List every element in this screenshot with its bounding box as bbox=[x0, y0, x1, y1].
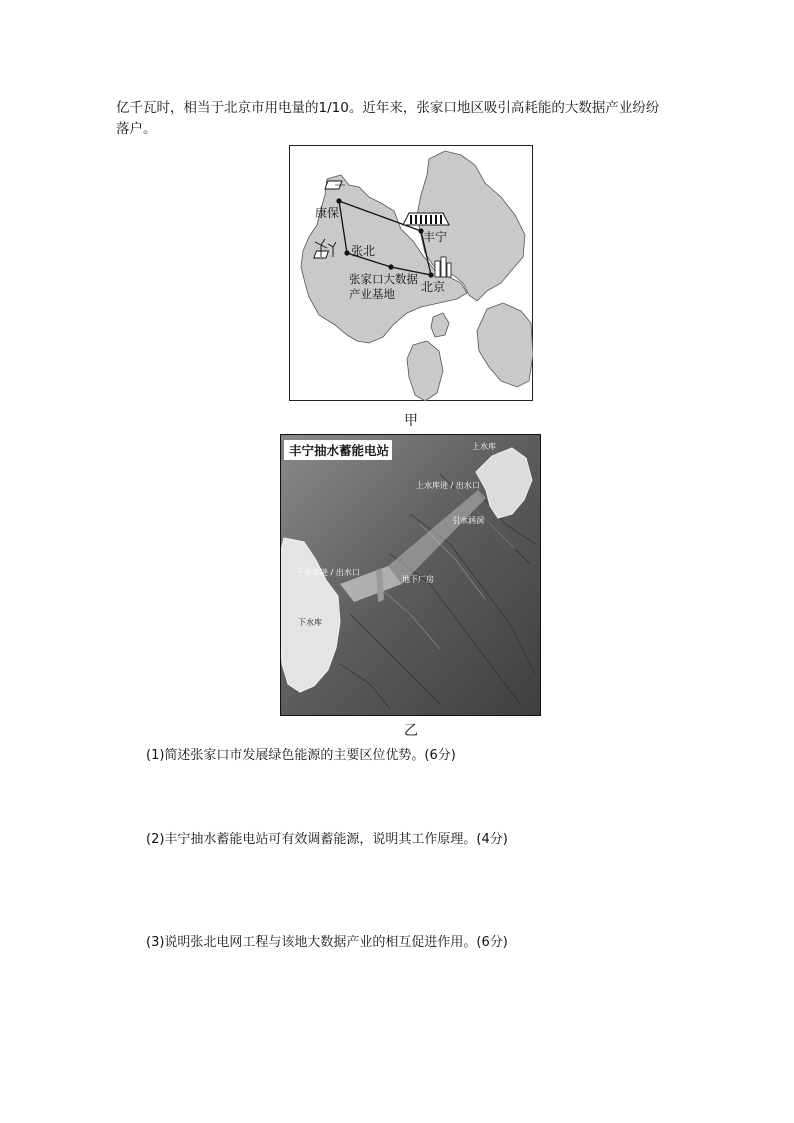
label-fengning: 丰宁 bbox=[423, 230, 448, 244]
photo-title: 丰宁抽水蓄能电站 bbox=[289, 443, 390, 458]
intro-paragraph bbox=[116, 98, 686, 140]
intro-line-1: 亿千瓦时，相当于北京市用电量的1/10。近年来，张家口地区吸引高耗能的大数据产业纷纷 bbox=[116, 100, 660, 116]
label-lower-inlet: 下水库进 / 出水口 bbox=[296, 568, 360, 577]
question-1: (1)简述张家口市发展绿色能源的主要区位优势。(6分) bbox=[146, 748, 456, 763]
map-figure bbox=[289, 145, 533, 401]
label-upper-reservoir: 上水库 bbox=[472, 442, 496, 451]
label-zhangbei: 张北 bbox=[351, 244, 376, 258]
label-penstock: 引水涵洞 bbox=[452, 516, 484, 525]
label-beijing: 北京 bbox=[421, 280, 446, 294]
label-bigdata-1: 张家口大数据 bbox=[349, 272, 418, 286]
figure-caption-yi: 乙 bbox=[404, 723, 418, 739]
node-beijing bbox=[428, 272, 433, 277]
label-bigdata-2: 产业基地 bbox=[349, 287, 395, 301]
node-bigdata bbox=[388, 264, 393, 269]
dam-icon bbox=[403, 213, 449, 225]
figure-caption-jia: 甲 bbox=[404, 413, 418, 429]
question-3: (3)说明张北电网工程与该地大数据产业的相互促进作用。(6分) bbox=[146, 935, 508, 950]
question-2: (2)丰宁抽水蓄能电站可有效调蓄能源，说明其工作原理。(4分) bbox=[146, 832, 508, 847]
label-kangbao: 康保 bbox=[315, 206, 340, 220]
photo-figure bbox=[280, 434, 541, 716]
label-lower-reservoir: 下水库 bbox=[298, 618, 322, 627]
node-zhangbei bbox=[344, 250, 349, 255]
intro-line-2: 落户。 bbox=[116, 121, 157, 137]
label-upper-inlet: 上水库进 / 出水口 bbox=[416, 481, 480, 490]
label-powerhouse: 地下厂房 bbox=[402, 575, 434, 584]
node-kangbao bbox=[336, 198, 341, 203]
